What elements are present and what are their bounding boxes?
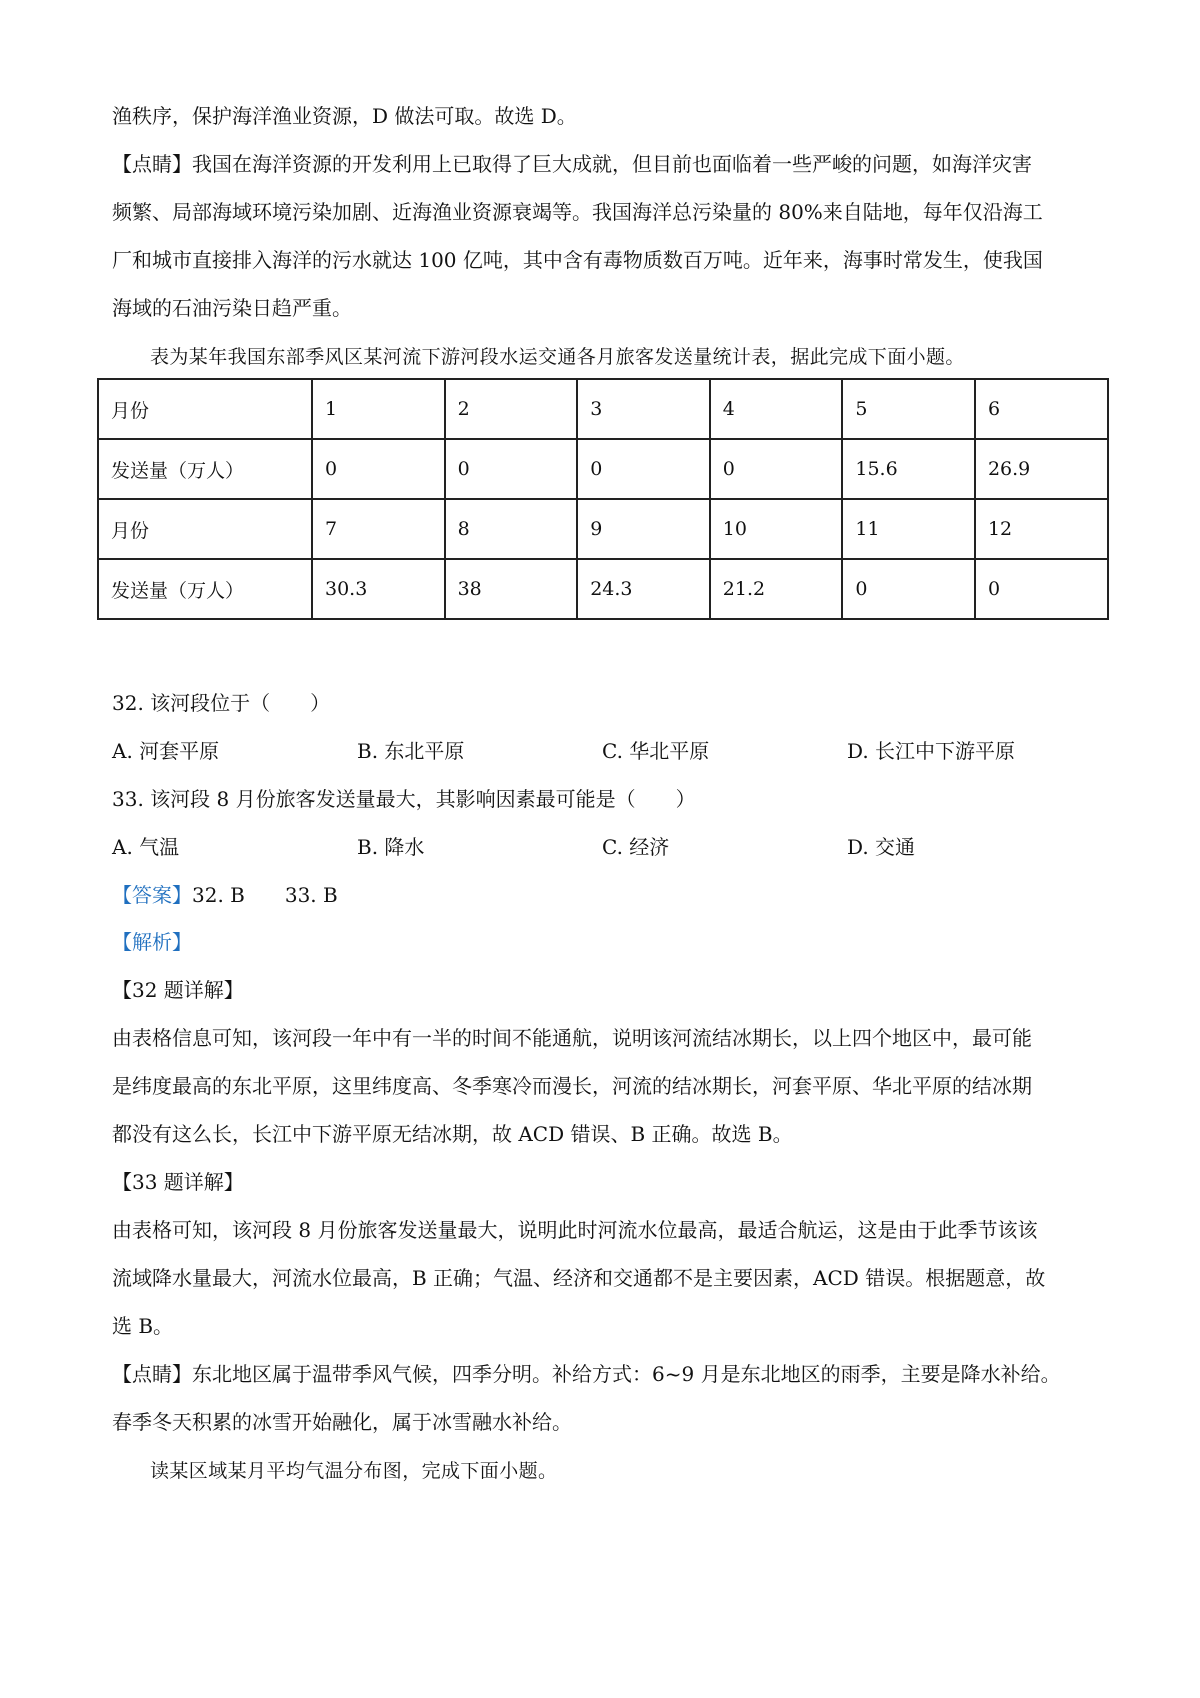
table-cell: 0 bbox=[842, 559, 975, 619]
table-row bbox=[98, 379, 1108, 439]
q33-option-d: D. 交通 bbox=[847, 835, 916, 859]
table-cell: 月份 bbox=[98, 379, 312, 439]
table-cell: 3 bbox=[577, 379, 710, 439]
table-cell: 24.3 bbox=[577, 559, 710, 619]
table-caption: 表为某年我国东部季风区某河流下游河段水运交通各月旅客发送量统计表，据此完成下面小题。 bbox=[150, 346, 965, 368]
table-cell: 8 bbox=[445, 499, 578, 559]
q32-option-b: B. 东北平原 bbox=[357, 739, 465, 763]
final-caption: 读某区域某月平均气温分布图，完成下面小题。 bbox=[150, 1460, 558, 1482]
d33-line-1: 由表格可知，该河段 8 月份旅客发送量最大，说明此时河流水位最高，最适合航运，这是由于此季节该该 bbox=[112, 1218, 1038, 1242]
table-cell: 发送量（万人） bbox=[98, 559, 312, 619]
table-cell: 12 bbox=[975, 499, 1108, 559]
table-cell: 0 bbox=[577, 439, 710, 499]
table-cell: 5 bbox=[842, 379, 975, 439]
answer-text: 32. B 33. B bbox=[192, 883, 338, 907]
note2-text-1: 东北地区属于温带季风气候，四季分明。补给方式：6~9 月是东北地区的雨季，主要是降水补给。 bbox=[192, 1362, 1061, 1386]
table-row bbox=[98, 559, 1108, 619]
table-cell: 0 bbox=[710, 439, 843, 499]
note1-tag: 【点睛】 bbox=[112, 152, 192, 176]
table-row bbox=[98, 499, 1108, 559]
table-cell: 0 bbox=[312, 439, 445, 499]
table-cell: 1 bbox=[312, 379, 445, 439]
note1-line-2: 频繁、局部海域环境污染加剧、近海渔业资源衰竭等。我国海洋总污染量的 80%来自陆地，每年仅沿海工 bbox=[112, 200, 1043, 224]
q33-stem: 33. 该河段 8 月份旅客发送量最大，其影响因素最可能是（ ） bbox=[112, 787, 696, 811]
table-cell: 38 bbox=[445, 559, 578, 619]
q33-option-b: B. 降水 bbox=[357, 835, 425, 859]
q32-option-d: D. 长江中下游平原 bbox=[847, 739, 1016, 763]
answer-tag: 【答案】 bbox=[112, 883, 192, 907]
note2-tag: 【点睛】 bbox=[112, 1362, 192, 1386]
table-cell: 0 bbox=[445, 439, 578, 499]
table-cell: 30.3 bbox=[312, 559, 445, 619]
d33-line-2: 流域降水量最大，河流水位最高，B 正确；气温、经济和交通都不是主要因素，ACD 错误。根据题意，故 bbox=[112, 1266, 1046, 1290]
q33-option-c: C. 经济 bbox=[602, 835, 670, 859]
analysis-tag: 【解析】 bbox=[112, 930, 192, 954]
note1-line-4: 海域的石油污染日趋严重。 bbox=[112, 296, 352, 320]
table-cell: 2 bbox=[445, 379, 578, 439]
passenger-volume-table bbox=[97, 378, 1109, 620]
table-row bbox=[98, 439, 1108, 499]
d32-line-2: 是纬度最高的东北平原，这里纬度高、冬季寒冷而漫长，河流的结冰期长，河套平原、华北平原的结冰期 bbox=[112, 1074, 1032, 1098]
table-cell: 发送量（万人） bbox=[98, 439, 312, 499]
table-cell: 7 bbox=[312, 499, 445, 559]
table-cell: 21.2 bbox=[710, 559, 843, 619]
table-cell: 0 bbox=[975, 559, 1108, 619]
table-cell: 6 bbox=[975, 379, 1108, 439]
table-cell: 15.6 bbox=[842, 439, 975, 499]
d33-line-3: 选 B。 bbox=[112, 1314, 174, 1338]
d32-line-3: 都没有这么长，长江中下游平原无结冰期，故 ACD 错误、B 正确。故选 B。 bbox=[112, 1122, 793, 1146]
d33-tag: 【33 题详解】 bbox=[112, 1170, 244, 1194]
table-cell: 4 bbox=[710, 379, 843, 439]
note2-line-2: 春季冬天积累的冰雪开始融化，属于冰雪融水补给。 bbox=[112, 1410, 572, 1434]
table-cell: 11 bbox=[842, 499, 975, 559]
answer-line bbox=[112, 882, 338, 908]
q32-option-c: C. 华北平原 bbox=[602, 739, 710, 763]
note2-line-1 bbox=[112, 1361, 1061, 1387]
intro-line: 渔秩序，保护海洋渔业资源，D 做法可取。故选 D。 bbox=[112, 104, 577, 128]
note1-line-3: 厂和城市直接排入海洋的污水就达 100 亿吨，其中含有毒物质数百万吨。近年来，海事时常发生，使我国 bbox=[112, 248, 1043, 272]
table-cell: 9 bbox=[577, 499, 710, 559]
note1-line-1 bbox=[112, 151, 1032, 177]
table-cell: 月份 bbox=[98, 499, 312, 559]
q32-option-a: A. 河套平原 bbox=[112, 739, 220, 763]
table-cell: 26.9 bbox=[975, 439, 1108, 499]
q32-stem: 32. 该河段位于（ ） bbox=[112, 691, 331, 715]
table-cell: 10 bbox=[710, 499, 843, 559]
note1-text-1: 我国在海洋资源的开发利用上已取得了巨大成就，但目前也面临着一些严峻的问题，如海洋灾害 bbox=[192, 152, 1032, 176]
d32-tag: 【32 题详解】 bbox=[112, 978, 244, 1002]
q33-option-a: A. 气温 bbox=[112, 835, 180, 859]
d32-line-1: 由表格信息可知，该河段一年中有一半的时间不能通航，说明该河流结冰期长，以上四个地区中，最可能 bbox=[112, 1026, 1032, 1050]
